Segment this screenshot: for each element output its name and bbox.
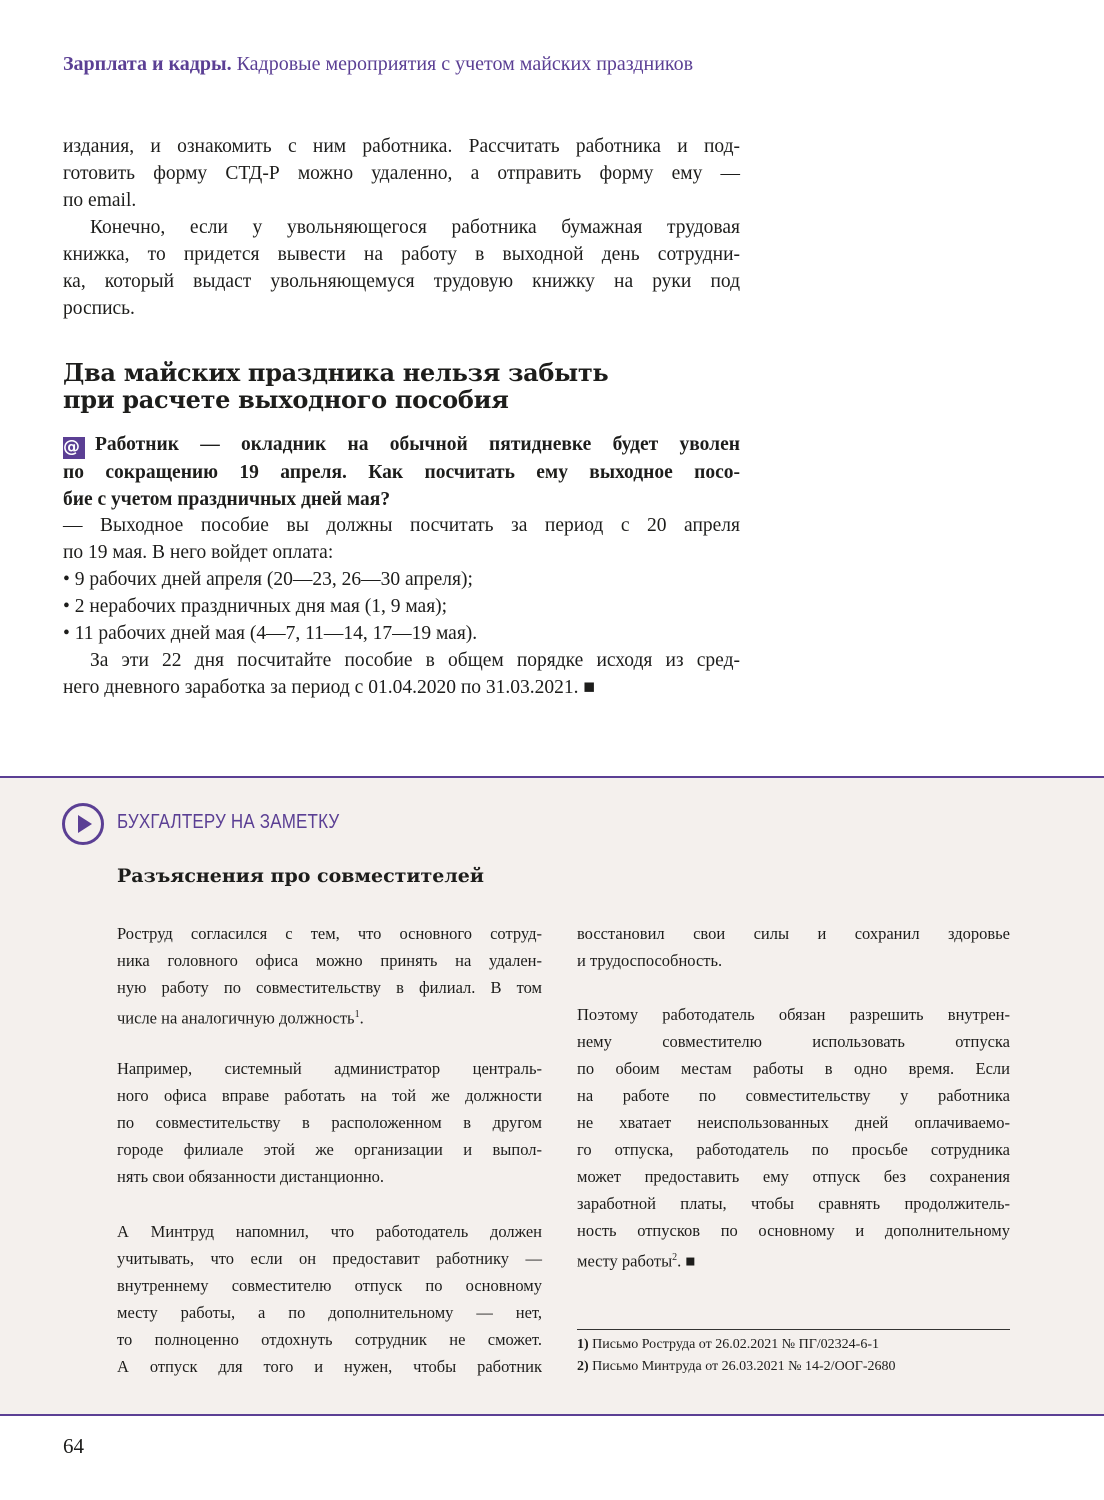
- text-line: [117, 947, 542, 974]
- line-end: .: [359, 1008, 364, 1028]
- paragraph: [63, 214, 740, 322]
- footnote-mark: 1: [354, 1009, 360, 1020]
- text-line: [63, 160, 740, 187]
- line-end: . ■: [677, 1251, 696, 1271]
- line-text: А отпуск для того и нужен, чтобы работник: [117, 1357, 542, 1376]
- line-text: по 19 мая. В него войдет оплата:: [63, 542, 334, 563]
- paragraph: [577, 1001, 1010, 1275]
- footnote-mark: 2: [672, 1252, 678, 1263]
- answer: [63, 512, 740, 566]
- line-text: • 11 рабочих дней мая (4—7, 11—14, 17—19 мая).: [63, 623, 478, 644]
- question-line: по сокращению 19 апреля. Как посчитать ему выходное посо-: [63, 462, 740, 483]
- line-text: Роструд согласился с тем, что основного сотруд-: [117, 924, 542, 943]
- line-text: нему совместителю использовать отпуска: [577, 1032, 1010, 1051]
- at-icon: @: [63, 437, 85, 459]
- line-text: издания, и ознакомить с ним работника. Рассчитать работника и под-: [63, 136, 740, 157]
- text-line: [63, 241, 740, 268]
- paragraph: [577, 920, 1010, 974]
- line-text: готовить форму СТД-Р можно удаленно, а отправить форму ему —: [63, 163, 740, 184]
- box-label: БУХГАЛТЕРУ НА ЗАМЕТКУ: [117, 811, 340, 833]
- text-line: [117, 1245, 542, 1272]
- line-text: книжка, то придется вывести на работу в выходной день сотрудни-: [63, 244, 740, 265]
- question: [63, 431, 740, 513]
- text-line: [117, 1082, 542, 1109]
- text-line: [117, 1055, 542, 1082]
- text-line: [63, 674, 740, 701]
- text-line: [63, 268, 740, 295]
- line-text: ника головного офиса можно принять на удален-: [117, 951, 542, 970]
- text-line: [117, 1001, 542, 1032]
- text-line: [117, 1136, 542, 1163]
- footnote-text: Письмо Роструда от 26.02.2021 № ПГ/02324-6-1: [592, 1337, 880, 1352]
- text-line: [63, 647, 740, 674]
- text-line: [63, 295, 740, 322]
- text-line: [63, 620, 740, 647]
- line-text: ного офиса вправе работать на той же должности: [117, 1086, 542, 1105]
- box-heading: Разъяснения про совместителей: [117, 865, 484, 887]
- text-line: [117, 1272, 542, 1299]
- footnote: [577, 1359, 896, 1375]
- footnote-divider: [577, 1329, 1010, 1330]
- text-line: [63, 539, 740, 566]
- text-line: [577, 947, 1010, 974]
- text-line: [63, 133, 740, 160]
- line-text: учитывать, что если он предоставит работнику —: [117, 1249, 542, 1268]
- text-line: [577, 1109, 1010, 1136]
- paragraph: [117, 920, 542, 1032]
- line-text: числе на аналогичную должность: [117, 1008, 355, 1028]
- section-heading: [63, 359, 608, 413]
- line-text: го отпуска, работодатель по просьбе сотрудника: [577, 1140, 1010, 1159]
- line-text: роспись.: [63, 298, 135, 319]
- line-text: не хватает неиспользованных дней оплачиваемо-: [577, 1113, 1010, 1132]
- line-text: ность отпусков по основному и дополнительному: [577, 1221, 1010, 1240]
- line-text: • 2 нерабочих праздничных дня мая (1, 9 мая);: [63, 596, 448, 617]
- text-line: [117, 1218, 542, 1245]
- text-line: [63, 512, 740, 539]
- question-line: Работник — окладник на обычной пятидневке будет уволен: [95, 434, 740, 455]
- text-line: [577, 1082, 1010, 1109]
- text-line: [577, 1136, 1010, 1163]
- running-header: [63, 53, 693, 76]
- line-text: внутреннему совместителю отпуск по основному: [117, 1276, 542, 1295]
- text-line: [577, 920, 1010, 947]
- paragraph: [117, 1218, 542, 1380]
- line-text: по обоим местам работы в одно время. Если: [577, 1059, 1010, 1078]
- text-line: [63, 359, 608, 386]
- paragraph: [63, 133, 740, 214]
- text-line: [117, 1326, 542, 1353]
- bullet-list: [63, 566, 740, 647]
- question-line: бие с учетом праздничных дней мая?: [63, 489, 391, 510]
- play-icon: [62, 803, 104, 845]
- line-text: на работе по совместительству у работника: [577, 1086, 1010, 1105]
- line-text: при расчете выходного пособия: [63, 385, 509, 414]
- line-text: то полноценно отдохнуть сотрудник не сможет.: [117, 1330, 542, 1349]
- text-line: [117, 974, 542, 1001]
- text-line: [117, 920, 542, 947]
- text-line: [63, 187, 740, 214]
- footnote-number: 1): [577, 1337, 589, 1352]
- line-text: нять свои обязанности дистанционно.: [117, 1167, 385, 1186]
- conclusion: [63, 647, 740, 701]
- line-text: А Минтруд напомнил, что работодатель должен: [117, 1222, 542, 1241]
- line-text: месту работы: [577, 1251, 673, 1271]
- line-text: Два майских праздника нельзя забыть: [63, 358, 609, 387]
- page-number: 64: [63, 1434, 84, 1458]
- line-text: может предоставить ему отпуск без сохранения: [577, 1167, 1010, 1186]
- text-line: [117, 1109, 542, 1136]
- text-line: [577, 1001, 1010, 1028]
- article-title: Кадровые мероприятия с учетом майских праздников: [236, 53, 694, 75]
- line-text: • 9 рабочих дней апреля (20—23, 26—30 апреля);: [63, 569, 473, 590]
- line-text: Конечно, если у увольняющегося работника бумажная трудовая: [90, 217, 740, 238]
- text-line: [577, 1055, 1010, 1082]
- line-text: него дневного заработка за период с 01.04.2020 по 31.03.2021. ■: [63, 677, 596, 698]
- line-text: За эти 22 дня посчитайте пособие в общем порядке исходя из сред-: [90, 650, 740, 671]
- footnote: [577, 1337, 879, 1353]
- text-line: [63, 566, 740, 593]
- line-text: и трудоспособность.: [577, 951, 723, 970]
- line-text: ка, который выдаст увольняющемуся трудовую книжку на руки под: [63, 271, 740, 292]
- line-text: — Выходное пособие вы должны посчитать за период с 20 апреля: [63, 515, 740, 536]
- line-text: восстановил свои силы и сохранил здоровье: [577, 924, 1010, 943]
- text-line: [117, 1353, 542, 1380]
- text-line: [63, 214, 740, 241]
- paragraph: [117, 1055, 542, 1190]
- line-text: месту работы, а по дополнительному — нет,: [117, 1303, 542, 1322]
- footnote-text: Письмо Минтруда от 26.03.2021 № 14-2/ООГ-2680: [592, 1359, 896, 1374]
- line-text: городе филиале этой же организации и выпол-: [117, 1140, 542, 1159]
- text-line: [63, 593, 740, 620]
- section-name: Зарплата и кадры.: [63, 53, 232, 75]
- line-text: заработной платы, чтобы сравнять продолжитель-: [577, 1194, 1010, 1213]
- text-line: [117, 1163, 542, 1190]
- footnote-number: 2): [577, 1359, 589, 1374]
- text-line: [577, 1190, 1010, 1217]
- line-text: по совместительству в расположенном в другом: [117, 1113, 542, 1132]
- line-text: ную работу по совместительству в филиал. В том: [117, 978, 542, 997]
- text-line: [117, 1299, 542, 1326]
- text-line: [577, 1244, 1010, 1275]
- text-line: [577, 1163, 1010, 1190]
- text-line: [577, 1217, 1010, 1244]
- line-text: по email.: [63, 190, 137, 211]
- text-line: [63, 386, 608, 413]
- line-text: Поэтому работодатель обязан разрешить внутрен-: [577, 1005, 1010, 1024]
- text-line: [577, 1028, 1010, 1055]
- line-text: Например, системный администратор централь-: [117, 1059, 542, 1078]
